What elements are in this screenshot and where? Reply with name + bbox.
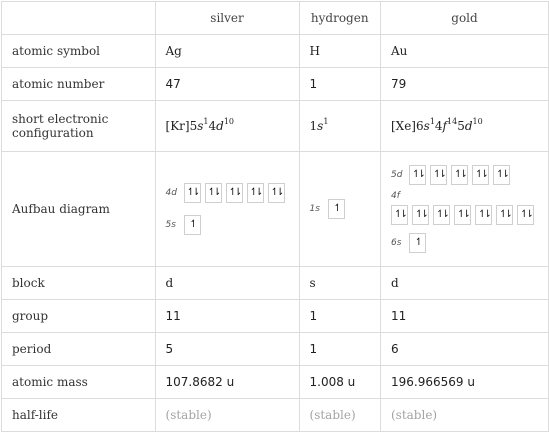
config-n: 1 (309, 119, 318, 133)
row-label: atomic mass (2, 366, 156, 399)
cell-gold: d (380, 267, 548, 300)
row-atomic-number (2, 68, 549, 101)
header-gold: gold (380, 2, 548, 35)
cell-gold: 79 (380, 68, 548, 101)
orbital-box-paired: ↿⇂ (433, 205, 450, 225)
config-e: 1 (323, 117, 329, 126)
row-atomic-mass (2, 366, 549, 399)
row-short-electronic-configuration (2, 101, 549, 152)
config-l: d (216, 119, 224, 133)
cell-gold: (stable) (380, 399, 548, 432)
cell-gold: Au (380, 35, 548, 68)
orbital-label: 5s (165, 220, 176, 230)
orbital-label: 5d (390, 170, 403, 180)
config-e: 10 (223, 117, 235, 126)
row-label-line: short electronic (12, 112, 109, 126)
config-n: 4 (208, 119, 217, 133)
cell-hydrogen: 1 (299, 300, 380, 333)
row-group (2, 300, 549, 333)
header-hydrogen: hydrogen (299, 2, 380, 35)
orbital-box-paired: ↿⇂ (454, 205, 471, 225)
orbital-row (166, 183, 289, 203)
config-l: d (464, 119, 473, 133)
config-core: [Xe] (390, 119, 416, 133)
orbital-box-paired: ↿⇂ (184, 183, 201, 203)
row-label: atomic number (2, 68, 156, 101)
cell-silver: 107.8682 u (155, 366, 299, 399)
row-label: period (2, 333, 156, 366)
config-n: 6 (416, 119, 424, 133)
cell-gold: 11 (380, 300, 548, 333)
config-l: s (317, 119, 324, 133)
orbital-box-paired: ↿⇂ (268, 183, 285, 203)
orbital-box-paired: ↿⇂ (472, 165, 489, 185)
config-e: 1 (429, 117, 435, 126)
orbital-label: 6s (390, 238, 402, 248)
orbital-label: 4f (390, 191, 400, 201)
orbital-box-paired: ↿⇂ (412, 205, 429, 225)
config-core: [Kr] (165, 119, 190, 133)
orbital-box-single: ↿ (328, 199, 345, 219)
orbital-row (310, 199, 370, 219)
cell-hydrogen: 1 (299, 68, 380, 101)
header-row (2, 2, 549, 35)
config-hydrogen (299, 101, 380, 152)
cell-silver: (stable) (155, 399, 299, 432)
orbital-box-paired: ↿⇂ (409, 165, 426, 185)
row-period (2, 333, 549, 366)
config-silver (155, 101, 299, 152)
row-label: atomic symbol (2, 35, 156, 68)
orbital-box-paired: ↿⇂ (391, 205, 408, 225)
row-aufbau-diagram (2, 152, 549, 267)
aufbau-hydrogen (299, 152, 380, 267)
row-label: half-life (2, 399, 156, 432)
cell-silver: 5 (155, 333, 299, 366)
config-e: 10 (472, 117, 483, 126)
row-atomic-symbol (2, 35, 549, 68)
orbital-box-single: ↿ (184, 215, 201, 235)
row-label-line: configuration (12, 126, 94, 140)
cell-gold: 196.966569 u (380, 366, 548, 399)
row-half-life (2, 399, 549, 432)
element-comparison-table (1, 1, 549, 432)
config-e: 14 (447, 117, 458, 126)
config-gold (380, 101, 548, 152)
cell-hydrogen: 1 (299, 333, 380, 366)
aufbau-silver (155, 152, 299, 267)
header-empty (2, 2, 156, 35)
config-n: 4 (434, 119, 443, 133)
config-n: 5 (189, 119, 198, 133)
orbital-box-paired: ↿⇂ (226, 183, 243, 203)
header-silver: silver (155, 2, 299, 35)
config-n: 5 (457, 119, 465, 133)
orbital-row (391, 165, 538, 185)
row-block (2, 267, 549, 300)
cell-hydrogen: 1.008 u (299, 366, 380, 399)
orbital-box-single: ↿ (409, 233, 426, 253)
cell-hydrogen: s (299, 267, 380, 300)
orbital-box-paired: ↿⇂ (247, 183, 264, 203)
orbital-box-paired: ↿⇂ (430, 165, 447, 185)
cell-silver: 11 (155, 300, 299, 333)
row-label: block (2, 267, 156, 300)
cell-hydrogen: (stable) (299, 399, 380, 432)
cell-silver: 47 (155, 68, 299, 101)
orbital-label: 4d (165, 188, 177, 198)
row-label: Aufbau diagram (2, 152, 156, 267)
orbital-box-paired: ↿⇂ (496, 205, 513, 225)
orbital-box-paired: ↿⇂ (493, 165, 510, 185)
orbital-box-paired: ↿⇂ (475, 205, 492, 225)
config-l: s (423, 119, 430, 133)
orbital-row (391, 233, 538, 253)
cell-silver: d (155, 267, 299, 300)
config-l: f (442, 119, 447, 133)
orbital-row (391, 191, 538, 225)
cell-gold: 6 (380, 333, 548, 366)
row-label: group (2, 300, 156, 333)
config-l: s (197, 119, 204, 133)
orbital-box-paired: ↿⇂ (451, 165, 468, 185)
row-label (2, 101, 156, 152)
orbital-box-paired: ↿⇂ (517, 205, 534, 225)
cell-silver: Ag (155, 35, 299, 68)
orbital-box-paired: ↿⇂ (205, 183, 222, 203)
aufbau-gold (380, 152, 548, 267)
config-e: 1 (203, 117, 209, 126)
orbital-label: 1s (309, 204, 320, 214)
orbital-row (166, 215, 289, 235)
cell-hydrogen: H (299, 35, 380, 68)
